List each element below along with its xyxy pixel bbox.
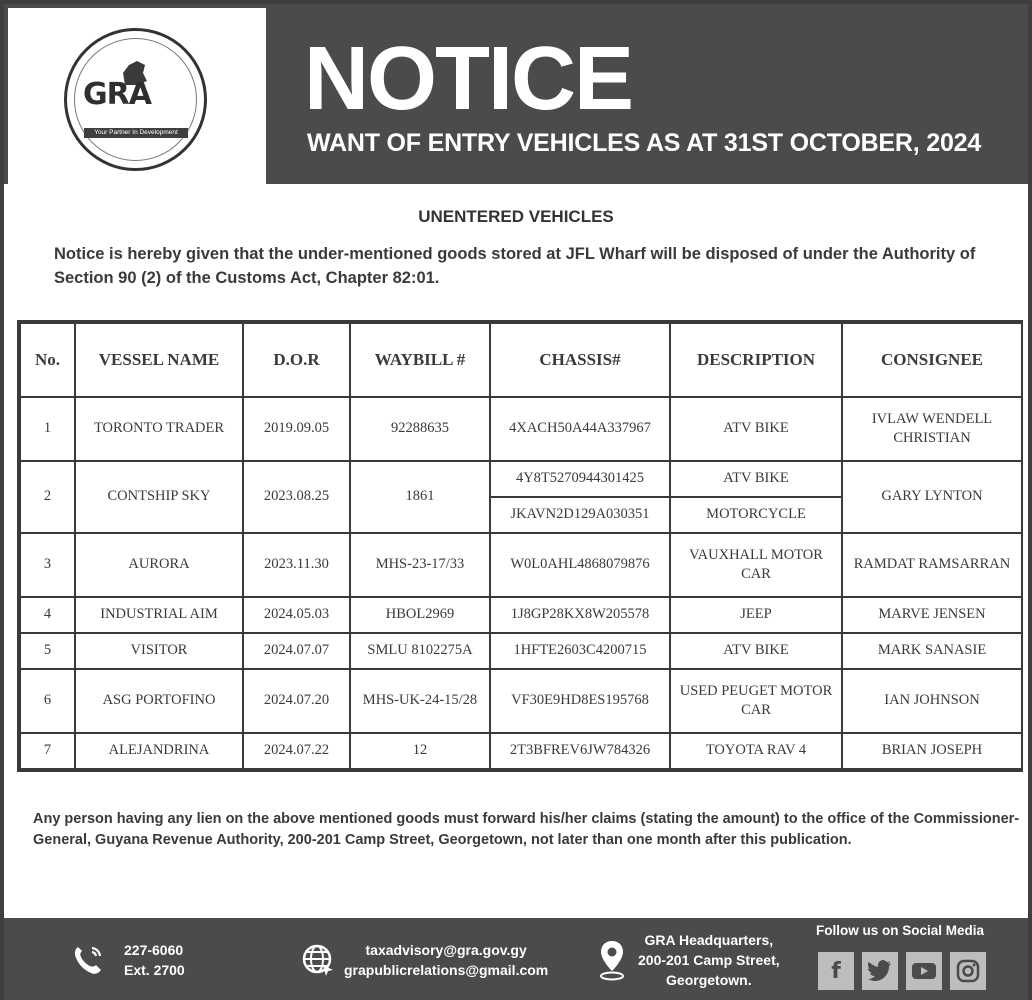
cell-waybill: SMLU 8102275A — [350, 633, 490, 669]
cell-dor: 2024.07.22 — [243, 733, 350, 769]
address-line-3: Georgetown. — [666, 972, 752, 988]
header-vessel-name: VESSEL NAME — [75, 323, 243, 397]
table-row — [20, 633, 1022, 669]
page-subtitle: WANT OF ENTRY VEHICLES AS AT 31ST OCTOBER, 2024 — [307, 129, 982, 157]
cell-consignee: RAMDAT RAMSARRAN — [842, 533, 1022, 597]
cell-chassis: 1HFTE2603C4200715 — [490, 633, 670, 669]
cell-no: 1 — [20, 397, 75, 461]
cell-description: ATV BIKE — [670, 461, 842, 497]
cell-chassis: JKAVN2D129A030351 — [490, 497, 670, 533]
cell-dor: 2024.07.20 — [243, 669, 350, 733]
cell-waybill: MHS-23-17/33 — [350, 533, 490, 597]
cell-chassis: 4Y8T5270944301425 — [490, 461, 670, 497]
vehicles-table-container — [17, 320, 1023, 772]
cell-chassis: W0L0AHL4868079876 — [490, 533, 670, 597]
cell-no: 7 — [20, 733, 75, 769]
cell-vessel: ASG PORTOFINO — [75, 669, 243, 733]
cell-consignee: MARVE JENSEN — [842, 597, 1022, 633]
cell-description: TOYOTA RAV 4 — [670, 733, 842, 769]
intro-paragraph: Notice is hereby given that the under-mentioned goods stored at JFL Wharf will be disposed of under the Authority of Section 90 (2) of the Customs Act, Chapter 82:01. — [54, 245, 976, 287]
cell-consignee: IVLAW WENDELL CHRISTIAN — [842, 397, 1022, 461]
address-line-1: GRA Headquarters, — [644, 932, 774, 948]
instagram-icon[interactable] — [950, 952, 986, 990]
header-banner — [4, 4, 1028, 184]
table-header-row — [20, 323, 1022, 397]
header-consignee: CONSIGNEE — [842, 323, 1022, 397]
cell-vessel: AURORA — [75, 533, 243, 597]
phone-extension: Ext. 2700 — [124, 962, 185, 978]
address-line-2: 200-201 Camp Street, — [638, 952, 780, 968]
cell-dor: 2024.05.03 — [243, 597, 350, 633]
cell-dor: 2019.09.05 — [243, 397, 350, 461]
cell-consignee: GARY LYNTON — [842, 461, 1022, 533]
cell-description: MOTORCYCLE — [670, 497, 842, 533]
header-waybill: WAYBILL # — [350, 323, 490, 397]
twitter-icon[interactable] — [862, 952, 898, 990]
logo-panel — [8, 8, 266, 184]
cell-dor: 2023.11.30 — [243, 533, 350, 597]
cell-description: ATV BIKE — [670, 633, 842, 669]
cell-waybill: 12 — [350, 733, 490, 769]
email-publicrelations[interactable]: grapublicrelations@gmail.com — [344, 962, 549, 978]
cell-consignee: IAN JOHNSON — [842, 669, 1022, 733]
table-row — [20, 461, 1022, 497]
cell-vessel: TORONTO TRADER — [75, 397, 243, 461]
cell-vessel: CONTSHIP SKY — [75, 461, 243, 533]
logo-letters: GRA — [83, 77, 151, 112]
youtube-icon[interactable] — [906, 952, 942, 990]
cell-vessel: INDUSTRIAL AIM — [75, 597, 243, 633]
social-icons — [818, 952, 1014, 990]
logo-tagline: Your Partner In Development — [84, 128, 188, 138]
cell-chassis: 1J8GP28KX8W205578 — [490, 597, 670, 633]
location-pin-icon — [592, 940, 632, 980]
cell-no: 5 — [20, 633, 75, 669]
cell-vessel: ALEJANDRINA — [75, 733, 243, 769]
closing-paragraph: Any person having any lien on the above mentioned goods must forward his/her claims (stating the amount) to the office of the Commissioner-General, Guyana Revenue Authority, 200-201 Camp Street, Georgetown, not later than one month after this publication. — [33, 811, 1020, 848]
cell-chassis: 4XACH50A44A337967 — [490, 397, 670, 461]
table-row — [20, 597, 1022, 633]
cell-chassis: 2T3BFREV6JW784326 — [490, 733, 670, 769]
globe-icon — [298, 940, 338, 980]
cell-description: USED PEUGET MOTOR CAR — [670, 669, 842, 733]
vehicles-table — [19, 322, 1023, 770]
cell-chassis: VF30E9HD8ES195768 — [490, 669, 670, 733]
footer-bar — [4, 918, 1028, 1000]
cell-description: ATV BIKE — [670, 397, 842, 461]
footer-address — [592, 930, 780, 990]
header-no: No. — [20, 323, 75, 397]
cell-description: JEEP — [670, 597, 842, 633]
table-row — [20, 533, 1022, 597]
header-chassis: CHASSIS# — [490, 323, 670, 397]
cell-no: 2 — [20, 461, 75, 533]
footer-email — [298, 940, 548, 980]
page-title: NOTICE — [304, 29, 633, 129]
table-row — [20, 397, 1022, 461]
facebook-icon[interactable]: f — [818, 952, 854, 990]
phone-icon — [68, 940, 108, 980]
cell-no: 6 — [20, 669, 75, 733]
cell-dor: 2023.08.25 — [243, 461, 350, 533]
footer-phone — [68, 940, 185, 980]
cell-description: VAUXHALL MOTOR CAR — [670, 533, 842, 597]
header-dor: D.O.R — [243, 323, 350, 397]
cell-vessel: VISITOR — [75, 633, 243, 669]
gra-logo-icon — [64, 28, 207, 171]
email-taxadvisory[interactable]: taxadvisory@gra.gov.gy — [365, 942, 527, 958]
cell-dor: 2024.07.07 — [243, 633, 350, 669]
header-description: DESCRIPTION — [670, 323, 842, 397]
footer-social — [814, 922, 1014, 990]
table-row — [20, 733, 1022, 769]
cell-waybill: 1861 — [350, 461, 490, 533]
cell-no: 3 — [20, 533, 75, 597]
phone-number[interactable]: 227-6060 — [124, 942, 184, 958]
cell-consignee: MARK SANASIE — [842, 633, 1022, 669]
cell-no: 4 — [20, 597, 75, 633]
cell-waybill: HBOL2969 — [350, 597, 490, 633]
cell-waybill: 92288635 — [350, 397, 490, 461]
table-row — [20, 669, 1022, 733]
section-heading: UNENTERED VEHICLES — [418, 207, 614, 226]
social-title: Follow us on Social Media — [816, 923, 985, 938]
cell-waybill: MHS-UK-24-15/28 — [350, 669, 490, 733]
cell-consignee: BRIAN JOSEPH — [842, 733, 1022, 769]
